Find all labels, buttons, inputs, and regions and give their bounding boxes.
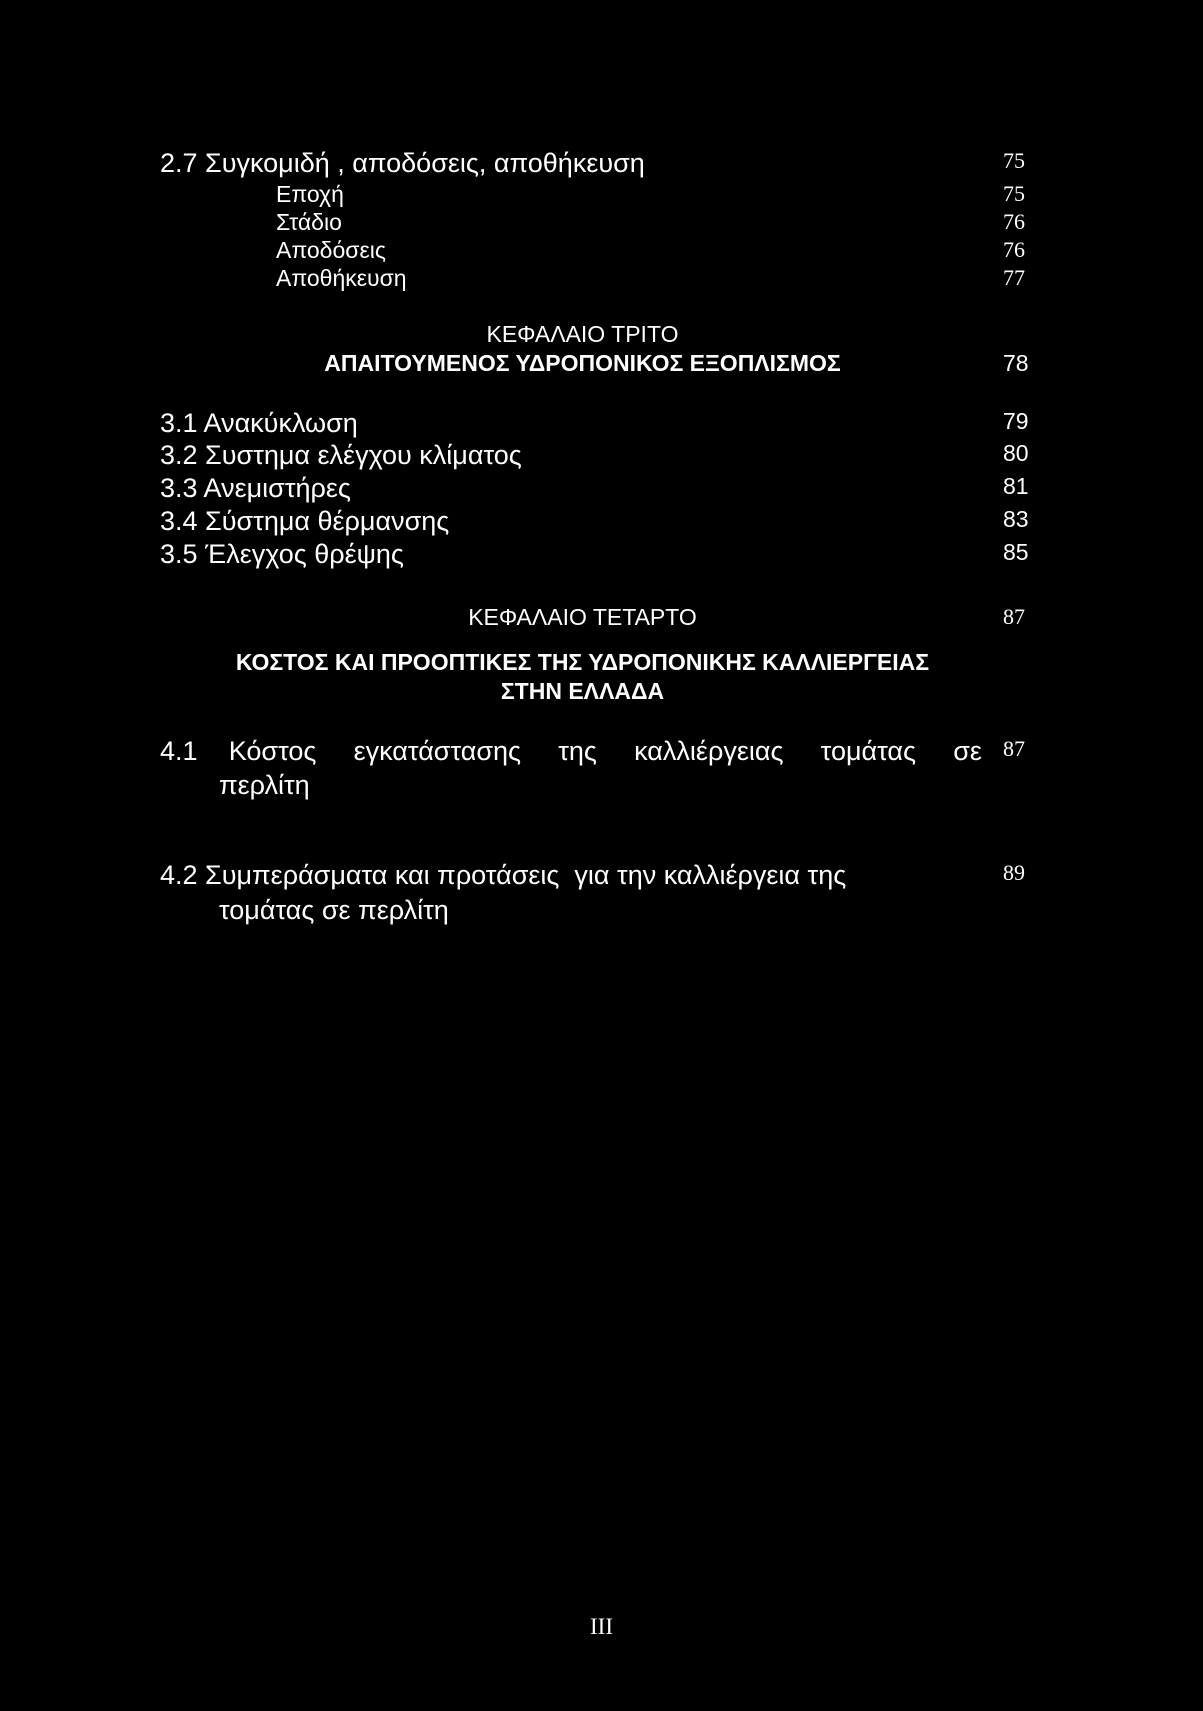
toc-entry-4-1-word: καλλιέργειας bbox=[634, 736, 784, 766]
toc-page-2-7: 75 bbox=[1003, 148, 1025, 173]
toc-page-3-2: 80 bbox=[1003, 440, 1029, 466]
chapter-3-title: ΑΠΑΙΤΟΥΜΕΝΟΣ ΥΔΡΟΠΟΝΙΚΟΣ ΕΞΟΠΛΙΣΜΟΣ bbox=[324, 350, 841, 376]
chapter-3-page: 78 bbox=[1003, 350, 1029, 376]
toc-entry-2-7: 2.7 Συγκομιδή , αποδόσεις, αποθήκευση bbox=[160, 148, 645, 178]
toc-entry-3-2: 3.2 Συστημα ελέγχου κλίματος bbox=[160, 440, 522, 470]
toc-sub-page: 76 bbox=[1003, 237, 1025, 262]
chapter-4-page: 87 bbox=[1003, 604, 1025, 629]
toc-entry-3-4: 3.4 Σύστημα θέρμανσης bbox=[160, 506, 450, 536]
toc-entry-4-1-word: της bbox=[558, 736, 597, 766]
toc-entry-4-1 bbox=[160, 738, 982, 765]
toc-sub-entry: Στάδιο bbox=[276, 209, 342, 235]
toc-entry-3-3: 3.3 Ανεμιστήρες bbox=[160, 473, 351, 503]
chapter-3-heading: ΚΕΦΑΛΑΙΟ ΤΡΙΤΟ bbox=[486, 321, 679, 347]
toc-sub-entry: Αποδόσεις bbox=[276, 237, 386, 263]
toc-entry-4-1-word: εγκατάστασης bbox=[353, 736, 522, 766]
toc-sub-page: 77 bbox=[1003, 265, 1025, 290]
toc-page-4-1: 87 bbox=[1003, 736, 1025, 761]
toc-sub-entry: Αποθήκευση bbox=[276, 265, 407, 291]
toc-page-4-2: 89 bbox=[1003, 860, 1025, 885]
toc-sub-page: 76 bbox=[1003, 209, 1025, 234]
toc-entry-3-1: 3.1 Ανακύκλωση bbox=[160, 408, 358, 438]
toc-page-3-4: 83 bbox=[1003, 506, 1029, 532]
toc-entry-4-2-line-2: τομάτας σε περλίτη bbox=[219, 895, 449, 925]
toc-entry-4-1-number: 4.1 bbox=[160, 736, 198, 766]
chapter-4-title-line-2: ΣΤΗΝ ΕΛΛΑΔΑ bbox=[500, 678, 665, 704]
toc-entry-3-5: 3.5 Έλεγχος θρέψης bbox=[160, 539, 404, 569]
toc-entry-4-2: 4.2 Συμπεράσματα και προτάσεις για την καλλιέργεια της bbox=[160, 860, 847, 890]
toc-entry-4-1-word: Κόστος bbox=[228, 736, 317, 766]
toc-page-3-3: 81 bbox=[1003, 473, 1029, 499]
page-number-footer: III bbox=[590, 1614, 613, 1639]
chapter-4-title-line-1: ΚΟΣΤΟΣ ΚΑΙ ΠΡΟΟΠΤΙΚΕΣ ΤΗΣ ΥΔΡΟΠΟΝΙΚΗΣ ΚΑΛΛΙΕΡΓΕΙΑΣ bbox=[235, 649, 930, 675]
toc-sub-entry: Εποχή bbox=[276, 181, 344, 207]
toc-sub-page: 75 bbox=[1003, 181, 1025, 206]
toc-page-3-5: 85 bbox=[1003, 539, 1029, 565]
chapter-4-heading: ΚΕΦΑΛΑΙΟ ΤΕΤΑΡΤΟ bbox=[468, 604, 697, 630]
toc-entry-4-1-line-2: περλίτη bbox=[219, 770, 310, 800]
toc-page-3-1: 79 bbox=[1003, 408, 1029, 434]
toc-entry-4-1-word: τομάτας bbox=[820, 736, 917, 766]
toc-entry-4-1-word: σε bbox=[953, 736, 982, 766]
